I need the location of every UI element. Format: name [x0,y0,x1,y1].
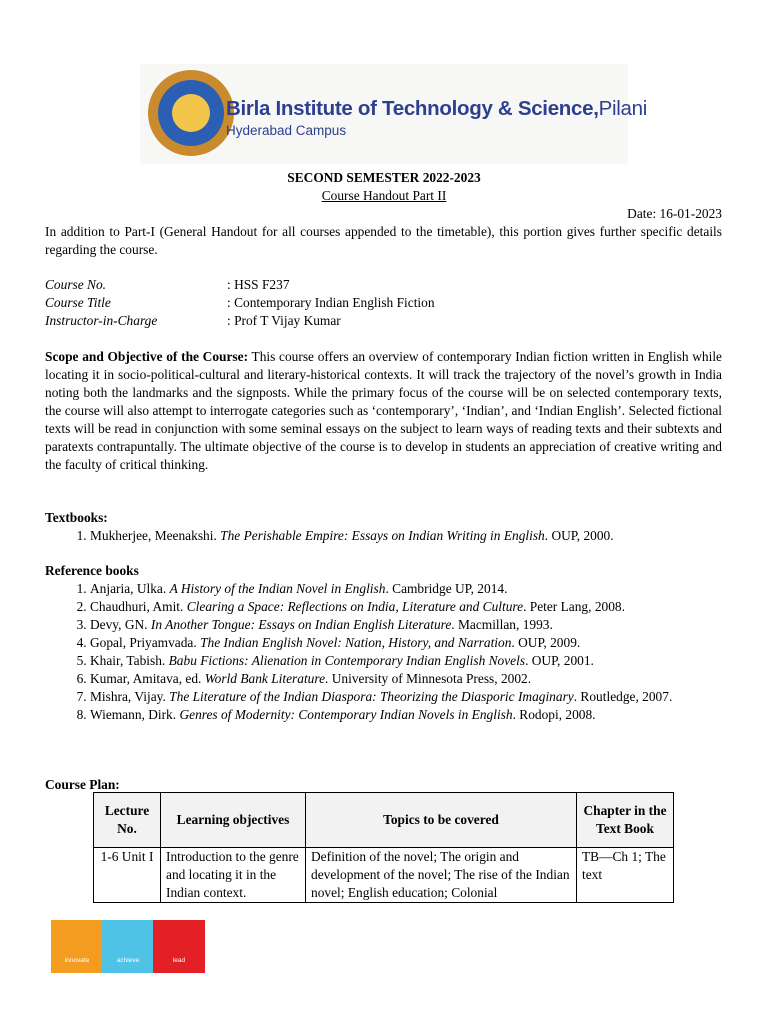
table-row [94,848,674,903]
handout-title: Course Handout Part II [321,188,447,203]
list-item: 7. Mishra, Vijay. The Literature of the Indian Diaspora: Theorizing the Diasporic Imaginary. Routledge, 2007. [90,688,722,706]
list-item: 8. Wiemann, Dirk. Genres of Modernity: Contemporary Indian Novels in English. Rodopi, 2008. [90,706,722,724]
list-item: 4. Gopal, Priyamvada. The Indian English Novel: Nation, History, and Narration. OUP, 2009. [90,634,722,652]
seal-core [172,94,210,132]
institute-logo-banner [140,64,647,164]
institute-seal-icon [148,70,234,156]
footer-word: lead [172,957,186,964]
course-title-value: : Contemporary Indian English Fiction [227,295,435,310]
chapter-cell: TB—Ch 1; The text [577,848,674,903]
column-header: Lecture No. [94,793,161,848]
campus-name: Hyderabad Campus [226,123,347,138]
column-header: Topics to be covered [306,793,577,848]
topics-cell: Definition of the novel; The origin and development of the novel; The rise of the Indian novel; English education; Colonial [306,848,577,903]
list-item: 1. Anjaria, Ulka. A History of the Indian Novel in English. Cambridge UP, 2014. [90,580,722,598]
course-plan-heading: Course Plan: [45,777,120,792]
footer-word: innovate [64,957,90,964]
course-title-label: Course Title [45,295,111,310]
course-plan-table [93,792,674,903]
objectives-cell: Introduction to the genre and locating it in the Indian context. [161,848,306,903]
footer-block-orange [51,920,103,973]
list-item: 3. Devy, GN. In Another Tongue: Essays on Indian English Literature. Macmillan, 1993. [90,616,722,634]
institute-name: Birla Institute of Technology & Science,Pilani [226,97,647,120]
instructor-label: Instructor-in-Charge [45,313,158,328]
instructor-value: : Prof T Vijay Kumar [227,313,341,328]
intro-paragraph: In addition to Part-I (General Handout for all courses appended to the timetable), this portion gives further specific details regarding the course. [45,224,722,257]
scope-text: This course offers an overview of contemporary Indian fiction written in English while locating it in socio-political-cultural and literary-historical contexts. It will track the trajectory of the novel’s growth in India noting both the landmarks and the signposts. While the primary focus of the course will be on selected contemporary texts, the course will also attempt to interrogate categories such as ‘contemporary’, ‘Indian’, and ‘Indian English’. Selected fictional texts will be read in conjunction with some seminal essays on the subject to learn ways of reading texts and their subtexts and paratexts contrapuntally. The ultimate objective of the course is to develop in students an appreciation of creative writing and the faculty of critical thinking. [45,349,722,472]
references-list [45,580,722,724]
list-item: 5. Khair, Tabish. Babu Fictions: Alienation in Contemporary Indian English Novels. OUP, 2001. [90,652,722,670]
institute-name-suffix: Pilani [598,97,647,120]
textbooks-heading: Textbooks: [45,510,108,525]
seal-inner-ring [158,80,224,146]
list-item: 1. Mukherjee, Meenakshi. The Perishable Empire: Essays on Indian Writing in English. OUP, 2000. [90,527,722,545]
footer-word: achieve [116,957,140,964]
footer-logo [51,920,205,973]
textbooks-list [45,527,722,545]
scope-paragraph [45,348,722,474]
course-no-label: Course No. [45,277,107,292]
column-header: Chapter in the Text Book [577,793,674,848]
footer-block-cyan [102,920,154,973]
handout-date: Date: 16-01-2023 [627,206,722,221]
scope-heading: Scope and Objective of the Course: [45,349,249,364]
table-header-row [94,793,674,848]
list-item: 6. Kumar, Amitava, ed. World Bank Literature. University of Minnesota Press, 2002. [90,670,722,688]
footer-block-red [153,920,205,973]
course-no-value: : HSS F237 [227,277,290,292]
semester-title: SECOND SEMESTER 2022-2023 [287,170,481,185]
lecture-cell: 1-6 Unit I [94,848,161,903]
column-header: Learning objectives [161,793,306,848]
list-item: 2. Chaudhuri, Amit. Clearing a Space: Reflections on India, Literature and Culture. Peter Lang, 2008. [90,598,722,616]
references-heading: Reference books [45,563,139,578]
